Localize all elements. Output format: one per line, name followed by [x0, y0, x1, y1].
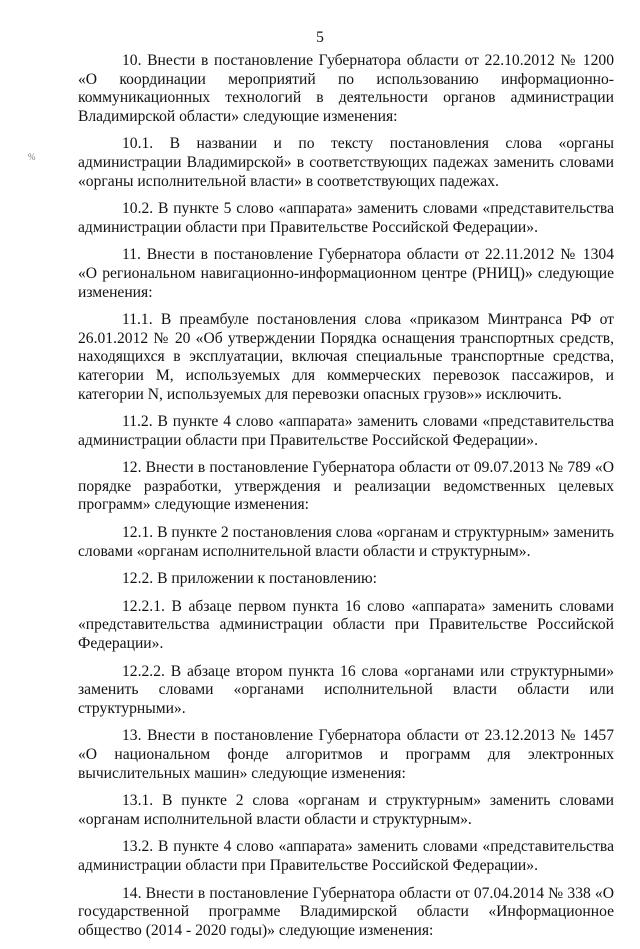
paragraph-12: 12. Внести в постановление Губернатора области от 09.07.2013 № 789 «О порядке разработки, утверждения и реализации ведомственных целевых программ» следующие изменения:: [78, 459, 614, 514]
document-body: [78, 52, 614, 949]
paragraph-13-1: 13.1. В пункте 2 слова «органам и структурным» заменить словами «органам исполнительной власти области и структурным».: [78, 792, 614, 828]
paragraph-11: 11. Внести в постановление Губернатора области от 22.11.2012 № 1304 «О региональном навигационно-информационном центре (РНИЦ)» следующие изменения:: [78, 246, 614, 301]
paragraph-11-1: 11.1. В преамбуле постановления слова «приказом Минтранса РФ от 26.01.2012 № 20 «Об утверждении Порядка оснащения транспортных средств, находящихся в эксплуатации, включая специальные транспортные средства, категории М, используемых для коммерческих перевозок пассажиров, и категории N, используемых для перевозки опасных грузов»» исключить.: [78, 311, 614, 403]
paragraph-12-1: 12.1. В пункте 2 постановления слова «органам и структурным» заменить словами «органам исполнительной власти области и структурным».: [78, 524, 614, 560]
margin-mark: %: [28, 152, 36, 162]
paragraph-12-2-2: 12.2.2. В абзаце втором пункта 16 слова «органами или структурными» заменить словами «органами исполнительной власти области или структурными».: [78, 662, 614, 717]
paragraph-13-2: 13.2. В пункте 4 слово «аппарата» заменить словами «представительства администрации области при Правительстве Российской Федерации».: [78, 838, 614, 874]
paragraph-10-2: 10.2. В пункте 5 слово «аппарата» заменить словами «представительства администрации области при Правительстве Российской Федерации».: [78, 200, 614, 236]
paragraph-10: 10. Внести в постановление Губернатора области от 22.10.2012 № 1200 «О координации мероприятий по использованию информационно-коммуникационных технологий в деятельности органов администрации Владимирской области» следующие изменения:: [78, 52, 614, 125]
paragraph-10-1: 10.1. В названии и по тексту постановления слова «органы администрации Владимирской» в соответствующих падежах заменить словами «органы исполнительной власти» в соответствующих падежах.: [78, 135, 614, 190]
paragraph-12-2-1: 12.2.1. В абзаце первом пункта 16 слово «аппарата» заменить словами «представительства администрации области при Правительстве Российской Федерации».: [78, 597, 614, 653]
paragraph-14: 14. Внести в постановление Губернатора области от 07.04.2014 № 338 «О государственной программе Владимирской области «Информационное общество (2014 - 2020 годы)» следующие изменения:: [78, 884, 614, 939]
paragraph-12-2: 12.2. В приложении к постановлению:: [122, 570, 378, 588]
page-number: 5: [316, 29, 324, 46]
paragraph-11-2: 11.2. В пункте 4 слово «аппарата» заменить словами «представительства администрации области при Правительстве Российской Федерации».: [78, 413, 614, 449]
paragraph-13: 13. Внести в постановление Губернатора области от 23.12.2013 № 1457 «О национальном фонде алгоритмов и программ для электронных вычислительных машин» следующие изменения:: [78, 727, 614, 782]
